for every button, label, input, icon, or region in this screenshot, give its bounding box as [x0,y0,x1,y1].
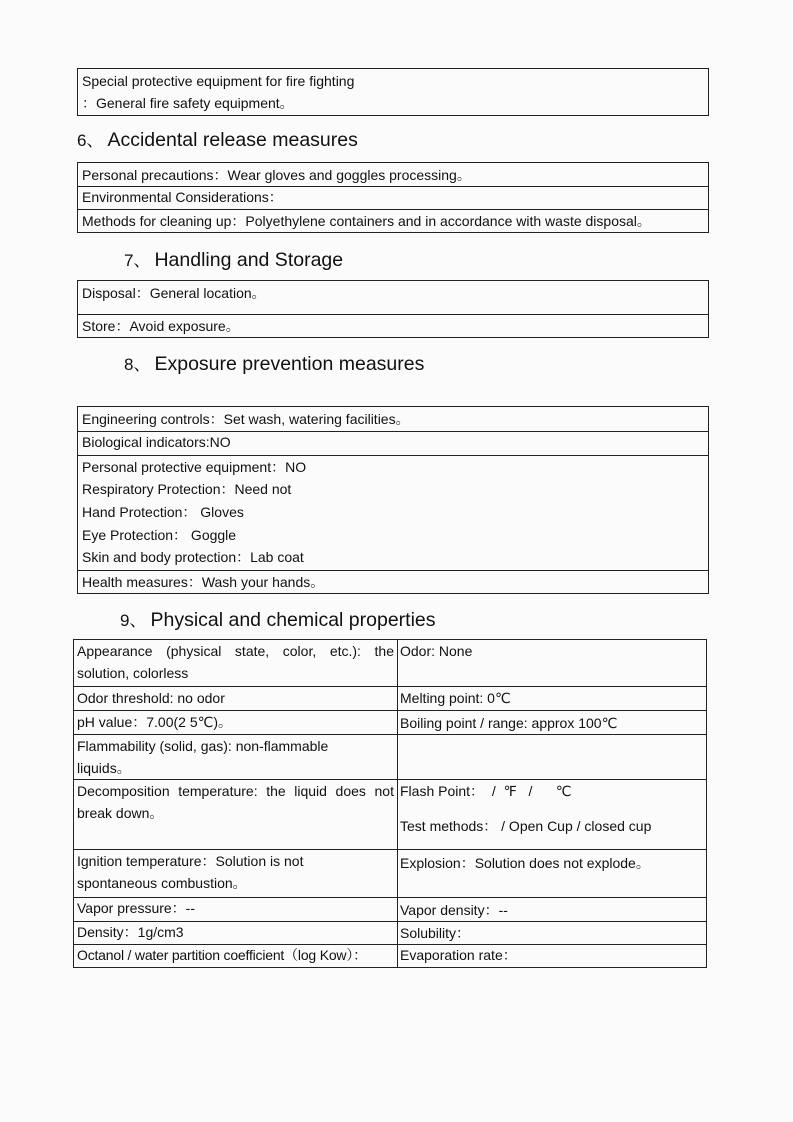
fire-equipment-value: ：General fire safety equipment。 [82,95,294,111]
boiling-point: Boiling point / range: approx 100℃ [400,715,618,731]
biological-indicators: Biological indicators:NO [82,434,231,450]
fire-fighting-box [77,68,709,116]
flash-point: Flash Point： / ℉ / ℃ [400,783,572,799]
section-6-heading: 6、 Accidental release measures [77,129,358,151]
section-9-heading: 9、 Physical and chemical properties [120,609,436,631]
store: Store：Avoid exposure。 [82,318,240,334]
odor: Odor: None [400,643,473,659]
octanol-water-coefficient: Octanol / water partition coefficient（log Kow）： [77,947,367,963]
environmental-considerations: Environmental Considerations： [82,189,283,205]
eye-protection: Eye Protection： Goggle [82,527,237,543]
vapor-density: Vapor density：-- [400,902,508,918]
decomposition-temperature: Decomposition temperature: the liquid does not break down。 [77,783,394,821]
hand-protection: Hand Protection： Gloves [82,504,244,520]
respiratory-protection: Respiratory Protection：Need not [82,481,292,497]
disposal: Disposal：General location。 [82,285,266,301]
odor-threshold: Odor threshold: no odor [77,690,225,706]
exposure-prevention-table [77,406,709,594]
section-7-heading: 7、 Handling and Storage [124,249,344,271]
explosion: Explosion：Solution does not explode。 [400,855,650,871]
physical-chemical-table [73,639,707,968]
personal-protective-equipment: Personal protective equipment：NO [82,459,307,475]
evaporation-rate: Evaporation rate： [400,947,517,963]
fire-equipment-label: Special protective equipment for fire fighting [82,73,355,89]
engineering-controls: Engineering controls：Set wash, watering facilities。 [82,411,410,427]
handling-storage-table [77,280,709,338]
ignition-temperature: Ignition temperature：Solution is not spontaneous combustion。 [77,853,304,891]
skin-body-protection: Skin and body protection：Lab coat [82,549,304,565]
accidental-release-table [77,162,709,233]
density: Density：1g/cm3 [77,924,184,940]
personal-precautions: Personal precautions：Wear gloves and goggles processing。 [82,167,471,183]
appearance: Appearance (physical state, color, etc.): the solution, colorless [77,643,394,681]
section-8-heading: 8、 Exposure prevention measures [124,353,425,375]
melting-point: Melting point: 0℃ [400,690,511,706]
test-methods: Test methods： / Open Cup / closed cup [400,818,652,834]
ph-value: pH value：7.00(2 5℃)。 [77,714,233,730]
health-measures: Health measures：Wash your hands。 [82,574,325,590]
solubility: Solubility： [400,925,471,941]
flammability: Flammability (solid, gas): non-flammable liquids。 [77,738,329,776]
methods-cleaning-up: Methods for cleaning up：Polyethylene containers and in accordance with waste disposal。 [82,213,651,229]
vapor-pressure: Vapor pressure：-- [77,900,196,916]
